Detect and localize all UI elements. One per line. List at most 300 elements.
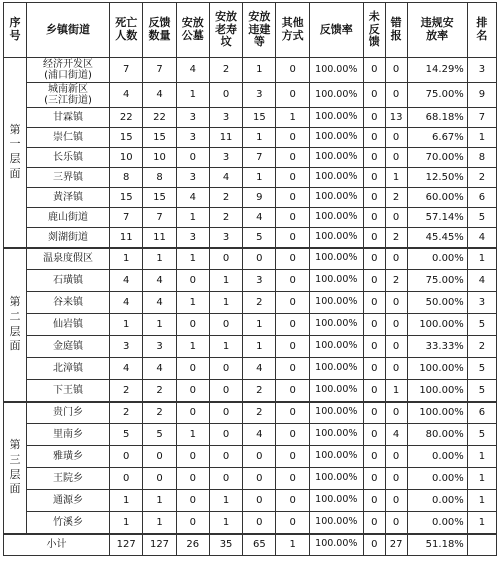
no-feedback-cell: 0 [363,490,385,512]
township-name: 经济开发区 (浦口街道) [26,58,109,83]
violation-rate-cell: 33.33% [407,336,467,358]
group-label: 第 三 层 面 [4,402,27,534]
violation-rate-cell: 12.50% [407,168,467,188]
other-cell: 0 [276,468,309,490]
illegal-build-cell: 2 [243,380,276,402]
rank-cell: 6 [467,188,496,208]
deaths-cell: 1 [110,248,143,270]
other-cell: 0 [276,314,309,336]
rank-cell: 5 [467,424,496,446]
illegal-build-cell: 1 [243,168,276,188]
public-cemetery-cell: 0 [176,358,209,380]
rank-cell: 1 [467,248,496,270]
table-row [4,336,497,358]
public-cemetery-cell: 1 [176,336,209,358]
feedback-rate-cell: 100.00% [309,128,363,148]
feedback-rate-cell: 100.00% [309,208,363,228]
deaths-cell: 2 [110,380,143,402]
rank-cell: 2 [467,168,496,188]
other-cell: 0 [276,208,309,228]
deaths-cell: 22 [110,108,143,128]
misreport-cell: 0 [385,358,407,380]
table-row [4,402,497,424]
subtotal-rank-cell [467,534,496,556]
public-cemetery-cell: 4 [176,188,209,208]
public-cemetery-cell: 1 [176,208,209,228]
violation-rate-cell: 45.45% [407,228,467,248]
table-row [4,208,497,228]
no-feedback-cell: 0 [363,58,385,83]
subtotal-misreport-cell: 27 [385,534,407,556]
rank-cell: 5 [467,358,496,380]
rank-cell: 1 [467,446,496,468]
rank-cell: 1 [467,128,496,148]
feedback-rate-cell: 100.00% [309,188,363,208]
deaths-cell: 2 [110,402,143,424]
public-cemetery-cell: 3 [176,128,209,148]
no-feedback-cell: 0 [363,270,385,292]
elderly-home-cell: 2 [209,208,242,228]
other-cell: 0 [276,148,309,168]
violation-rate-cell: 6.67% [407,128,467,148]
feedback-count-cell: 11 [143,228,176,248]
public-cemetery-cell: 4 [176,58,209,83]
violation-rate-cell: 0.00% [407,468,467,490]
public-cemetery-cell: 1 [176,424,209,446]
deaths-cell: 0 [110,468,143,490]
subtotal-violation-rate-cell: 51.18% [407,534,467,556]
violation-rate-cell: 100.00% [407,402,467,424]
no-feedback-cell: 0 [363,148,385,168]
elderly-home-cell: 4 [209,168,242,188]
rank-cell: 2 [467,336,496,358]
subtotal-row [4,534,497,556]
rank-cell: 3 [467,58,496,83]
public-cemetery-cell: 1 [176,248,209,270]
group-label: 第 一 层 面 [4,58,27,248]
no-feedback-cell: 0 [363,292,385,314]
township-name: 王院乡 [26,468,109,490]
subtotal-other-cell: 1 [276,534,309,556]
col-violation-rate: 违规安 放率 [407,3,467,58]
misreport-cell: 0 [385,468,407,490]
feedback-rate-cell: 100.00% [309,248,363,270]
rank-cell: 5 [467,380,496,402]
violation-rate-cell: 50.00% [407,292,467,314]
col-seq: 序 号 [4,3,27,58]
illegal-build-cell: 4 [243,424,276,446]
feedback-count-cell: 7 [143,58,176,83]
illegal-build-cell: 5 [243,228,276,248]
table-row [4,314,497,336]
misreport-cell: 0 [385,512,407,534]
deaths-cell: 1 [110,490,143,512]
elderly-home-cell: 2 [209,58,242,83]
subtotal-feedback-count-cell: 127 [143,534,176,556]
feedback-rate-cell: 100.00% [309,108,363,128]
col-no-feedback: 未 反 馈 [363,3,385,58]
elderly-home-cell: 1 [209,490,242,512]
feedback-rate-cell: 100.00% [309,380,363,402]
township-name: 通源乡 [26,490,109,512]
public-cemetery-cell: 0 [176,490,209,512]
violation-rate-cell: 0.00% [407,446,467,468]
elderly-home-cell: 3 [209,108,242,128]
rank-cell: 5 [467,314,496,336]
elderly-home-cell: 0 [209,248,242,270]
table-row [4,228,497,248]
feedback-count-cell: 4 [143,358,176,380]
violation-rate-cell: 0.00% [407,512,467,534]
other-cell: 0 [276,292,309,314]
public-cemetery-cell: 0 [176,314,209,336]
feedback-rate-cell: 100.00% [309,490,363,512]
illegal-build-cell: 3 [243,83,276,108]
township-name: 温泉度假区 [26,248,109,270]
elderly-home-cell: 0 [209,314,242,336]
feedback-count-cell: 15 [143,128,176,148]
no-feedback-cell: 0 [363,314,385,336]
no-feedback-cell: 0 [363,208,385,228]
table-row [4,512,497,534]
deaths-cell: 10 [110,148,143,168]
township-name: 下王镇 [26,380,109,402]
table-row [4,446,497,468]
col-rank: 排 名 [467,3,496,58]
other-cell: 0 [276,228,309,248]
table-row [4,128,497,148]
feedback-count-cell: 1 [143,490,176,512]
feedback-rate-cell: 100.00% [309,468,363,490]
col-other: 其他 方式 [276,3,309,58]
illegal-build-cell: 0 [243,490,276,512]
rank-cell: 7 [467,108,496,128]
misreport-cell: 0 [385,128,407,148]
feedback-rate-cell: 100.00% [309,402,363,424]
public-cemetery-cell: 3 [176,168,209,188]
col-illegal-build: 安放 违建 等 [243,3,276,58]
rank-cell: 5 [467,208,496,228]
no-feedback-cell: 0 [363,402,385,424]
rank-cell: 1 [467,468,496,490]
township-name: 甘霖镇 [26,108,109,128]
feedback-count-cell: 2 [143,380,176,402]
feedback-rate-cell: 100.00% [309,424,363,446]
misreport-cell: 1 [385,168,407,188]
feedback-rate-cell: 100.00% [309,83,363,108]
public-cemetery-cell: 0 [176,380,209,402]
feedback-rate-cell: 100.00% [309,270,363,292]
deaths-cell: 7 [110,58,143,83]
elderly-home-cell: 0 [209,424,242,446]
township-name: 三界镇 [26,168,109,188]
feedback-count-cell: 2 [143,402,176,424]
violation-rate-cell: 75.00% [407,83,467,108]
header-row [4,3,497,58]
table-row [4,468,497,490]
col-township: 乡镇街道 [26,3,109,58]
violation-rate-cell: 75.00% [407,270,467,292]
township-name: 剡湖街道 [26,228,109,248]
feedback-rate-cell: 100.00% [309,358,363,380]
table-row [4,358,497,380]
no-feedback-cell: 0 [363,188,385,208]
no-feedback-cell: 0 [363,228,385,248]
table-row [4,380,497,402]
table-row [4,58,497,83]
stats-table [3,2,497,556]
elderly-home-cell: 1 [209,512,242,534]
elderly-home-cell: 11 [209,128,242,148]
violation-rate-cell: 100.00% [407,314,467,336]
misreport-cell: 1 [385,380,407,402]
illegal-build-cell: 4 [243,358,276,380]
rank-cell: 8 [467,148,496,168]
other-cell: 0 [276,248,309,270]
public-cemetery-cell: 0 [176,270,209,292]
other-cell: 0 [276,83,309,108]
township-name: 城南新区 (三江街道) [26,83,109,108]
rank-cell: 3 [467,292,496,314]
misreport-cell: 0 [385,148,407,168]
township-name: 里南乡 [26,424,109,446]
table-row [4,148,497,168]
rank-cell: 4 [467,228,496,248]
illegal-build-cell: 1 [243,314,276,336]
deaths-cell: 1 [110,314,143,336]
township-name: 北漳镇 [26,358,109,380]
table-row [4,490,497,512]
feedback-count-cell: 4 [143,270,176,292]
deaths-cell: 4 [110,292,143,314]
other-cell: 0 [276,188,309,208]
township-name: 谷来镇 [26,292,109,314]
feedback-count-cell: 0 [143,468,176,490]
rank-cell: 1 [467,512,496,534]
elderly-home-cell: 0 [209,380,242,402]
table-body [4,58,497,556]
feedback-rate-cell: 100.00% [309,148,363,168]
misreport-cell: 2 [385,188,407,208]
subtotal-no-feedback-cell: 0 [363,534,385,556]
township-name: 鹿山街道 [26,208,109,228]
col-elderly-home: 安放 老寿 坟 [209,3,242,58]
no-feedback-cell: 0 [363,336,385,358]
feedback-count-cell: 4 [143,83,176,108]
violation-rate-cell: 68.18% [407,108,467,128]
misreport-cell: 13 [385,108,407,128]
feedback-rate-cell: 100.00% [309,228,363,248]
public-cemetery-cell: 0 [176,402,209,424]
elderly-home-cell: 0 [209,402,242,424]
other-cell: 0 [276,446,309,468]
illegal-build-cell: 7 [243,148,276,168]
table-row [4,248,497,270]
feedback-rate-cell: 100.00% [309,168,363,188]
deaths-cell: 3 [110,336,143,358]
township-name: 黄泽镇 [26,188,109,208]
no-feedback-cell: 0 [363,358,385,380]
subtotal-feedback-rate-cell: 100.00% [309,534,363,556]
deaths-cell: 5 [110,424,143,446]
elderly-home-cell: 0 [209,468,242,490]
no-feedback-cell: 0 [363,446,385,468]
table-row [4,188,497,208]
illegal-build-cell: 2 [243,292,276,314]
elderly-home-cell: 1 [209,292,242,314]
township-name: 仙岩镇 [26,314,109,336]
violation-rate-cell: 100.00% [407,358,467,380]
feedback-count-cell: 22 [143,108,176,128]
deaths-cell: 4 [110,83,143,108]
misreport-cell: 2 [385,228,407,248]
other-cell: 0 [276,58,309,83]
rank-cell: 4 [467,270,496,292]
misreport-cell: 0 [385,314,407,336]
misreport-cell: 0 [385,336,407,358]
deaths-cell: 11 [110,228,143,248]
misreport-cell: 2 [385,270,407,292]
misreport-cell: 0 [385,490,407,512]
township-name: 金庭镇 [26,336,109,358]
violation-rate-cell: 70.00% [407,148,467,168]
other-cell: 0 [276,358,309,380]
other-cell: 0 [276,490,309,512]
feedback-count-cell: 1 [143,512,176,534]
elderly-home-cell: 1 [209,270,242,292]
table-row [4,83,497,108]
township-name: 石璜镇 [26,270,109,292]
deaths-cell: 0 [110,446,143,468]
township-name: 竹溪乡 [26,512,109,534]
public-cemetery-cell: 3 [176,108,209,128]
col-feedback-rate: 反馈率 [309,3,363,58]
no-feedback-cell: 0 [363,380,385,402]
rank-cell: 9 [467,83,496,108]
illegal-build-cell: 0 [243,468,276,490]
feedback-rate-cell: 100.00% [309,512,363,534]
other-cell: 0 [276,512,309,534]
elderly-home-cell: 0 [209,446,242,468]
illegal-build-cell: 0 [243,446,276,468]
col-deaths: 死亡 人数 [110,3,143,58]
other-cell: 0 [276,270,309,292]
table-row [4,292,497,314]
subtotal-deaths-cell: 127 [110,534,143,556]
violation-rate-cell: 100.00% [407,380,467,402]
public-cemetery-cell: 3 [176,228,209,248]
deaths-cell: 15 [110,128,143,148]
no-feedback-cell: 0 [363,83,385,108]
public-cemetery-cell: 0 [176,148,209,168]
violation-rate-cell: 0.00% [407,490,467,512]
feedback-rate-cell: 100.00% [309,336,363,358]
feedback-count-cell: 8 [143,168,176,188]
illegal-build-cell: 1 [243,336,276,358]
feedback-count-cell: 7 [143,208,176,228]
no-feedback-cell: 0 [363,168,385,188]
elderly-home-cell: 1 [209,336,242,358]
township-name: 贵门乡 [26,402,109,424]
township-name: 崇仁镇 [26,128,109,148]
no-feedback-cell: 0 [363,512,385,534]
feedback-rate-cell: 100.00% [309,58,363,83]
feedback-count-cell: 0 [143,446,176,468]
no-feedback-cell: 0 [363,248,385,270]
public-cemetery-cell: 0 [176,512,209,534]
violation-rate-cell: 57.14% [407,208,467,228]
illegal-build-cell: 0 [243,248,276,270]
other-cell: 0 [276,380,309,402]
public-cemetery-cell: 1 [176,292,209,314]
other-cell: 0 [276,128,309,148]
no-feedback-cell: 0 [363,468,385,490]
table-row [4,108,497,128]
other-cell: 0 [276,402,309,424]
feedback-count-cell: 15 [143,188,176,208]
no-feedback-cell: 0 [363,424,385,446]
col-misreport: 错 报 [385,3,407,58]
illegal-build-cell: 0 [243,512,276,534]
group-label: 第 二 层 面 [4,248,27,402]
elderly-home-cell: 3 [209,228,242,248]
feedback-count-cell: 3 [143,336,176,358]
misreport-cell: 0 [385,446,407,468]
col-public-cemetery: 安放 公墓 [176,3,209,58]
elderly-home-cell: 0 [209,358,242,380]
deaths-cell: 15 [110,188,143,208]
public-cemetery-cell: 0 [176,446,209,468]
feedback-count-cell: 1 [143,314,176,336]
subtotal-illegal-build-cell: 65 [243,534,276,556]
illegal-build-cell: 9 [243,188,276,208]
misreport-cell: 4 [385,424,407,446]
subtotal-public-cemetery-cell: 26 [176,534,209,556]
misreport-cell: 0 [385,83,407,108]
feedback-count-cell: 10 [143,148,176,168]
elderly-home-cell: 2 [209,188,242,208]
feedback-rate-cell: 100.00% [309,292,363,314]
col-feedback-count: 反馈 数量 [143,3,176,58]
deaths-cell: 1 [110,512,143,534]
elderly-home-cell: 0 [209,83,242,108]
rank-cell: 6 [467,402,496,424]
deaths-cell: 7 [110,208,143,228]
illegal-build-cell: 2 [243,402,276,424]
table-row [4,168,497,188]
violation-rate-cell: 60.00% [407,188,467,208]
public-cemetery-cell: 0 [176,468,209,490]
other-cell: 0 [276,424,309,446]
feedback-rate-cell: 100.00% [309,446,363,468]
misreport-cell: 0 [385,292,407,314]
illegal-build-cell: 4 [243,208,276,228]
deaths-cell: 4 [110,358,143,380]
illegal-build-cell: 1 [243,128,276,148]
violation-rate-cell: 14.29% [407,58,467,83]
public-cemetery-cell: 1 [176,83,209,108]
misreport-cell: 0 [385,402,407,424]
illegal-build-cell: 3 [243,270,276,292]
violation-rate-cell: 0.00% [407,248,467,270]
table-row [4,424,497,446]
subtotal-label: 小计 [4,534,110,556]
table-row [4,270,497,292]
illegal-build-cell: 1 [243,58,276,83]
feedback-count-cell: 1 [143,248,176,270]
no-feedback-cell: 0 [363,108,385,128]
deaths-cell: 4 [110,270,143,292]
